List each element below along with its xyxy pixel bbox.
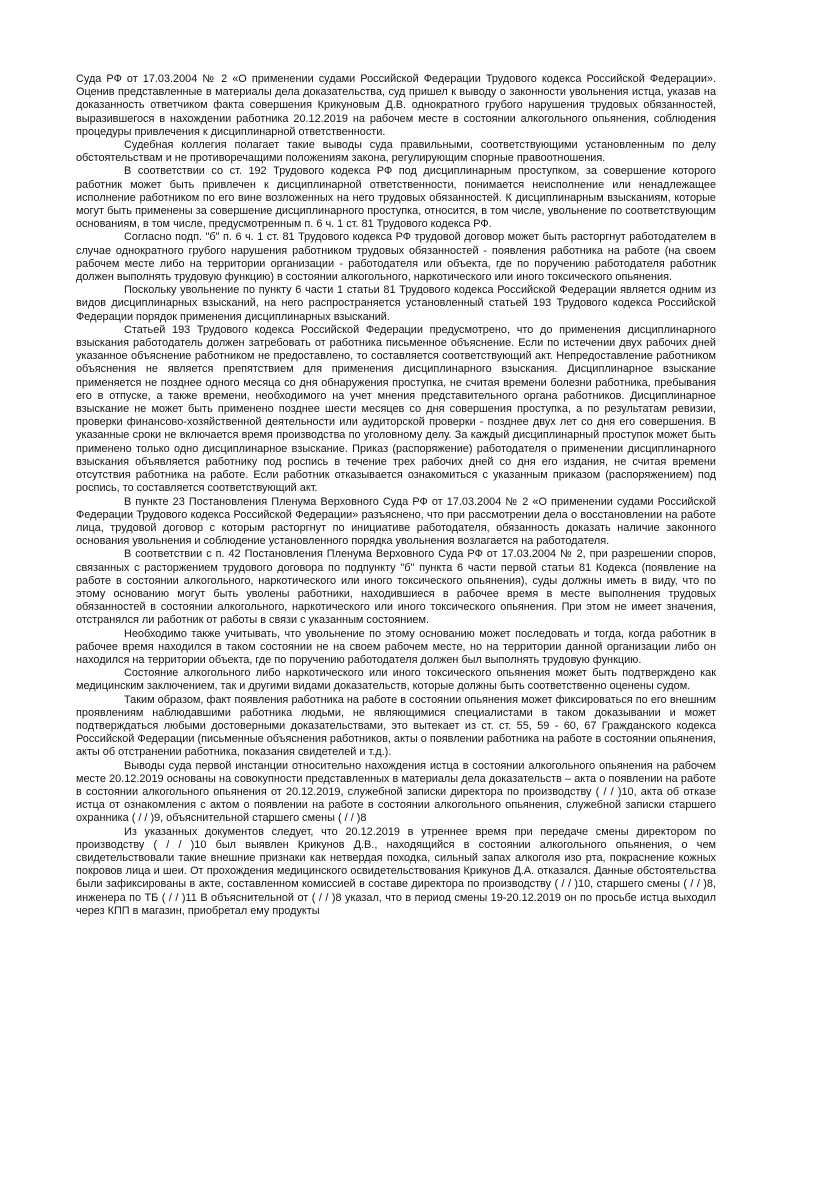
document-page xyxy=(76,73,716,918)
paragraph: Выводы суда первой инстанции относительно нахождения истца в состоянии алкогольного опьянения на рабочем месте 20.12.2019 основаны на совокупности представленных в материалы дела доказательств – акта о появлении на работе в состоянии алкогольного опьянения от 20.12.2019, служебной записки директора по производству ( / / )10, акта об отказе истца от ознакомления с актом о появлении на работе в состоянии алкогольного опьянения, служебной записки старшего охранника ( / / )9, объяснительной старшего смены ( / / )8 xyxy=(76,759,716,825)
paragraph: Таким образом, факт появления работника на работе в состоянии опьянения может фиксироваться по его внешним проявлениям наблюдавшими работника людьми, не являющимися специалистами в таком доказывании и может подтверждаться любыми достоверными доказательствами, это вытекает из ст. ст. 55, 59 - 60, 67 Гражданского кодекса Российской Федерации (письменные объяснения работников, акты о появлении работника на работе в состоянии опьянения, акты об отстранении работника, показания свидетелей и т.д.). xyxy=(76,693,716,759)
paragraph: Судебная коллегия полагает такие выводы суда правильными, соответствующими установленным по делу обстоятельствам и не противоречащими положениям закона, регулирующим спорные правоотношения. xyxy=(76,139,716,165)
paragraph: Поскольку увольнение по пункту 6 части 1 статьи 81 Трудового кодекса Российской Федерации является одним из видов дисциплинарных взысканий, на него распространяется установленный статьей 193 Трудового кодекса Российской Федерации порядок применения дисциплинарных взысканий. xyxy=(76,284,716,323)
paragraph: Состояние алкогольного либо наркотического или иного токсического опьянения может быть подтверждено как медицинским заключением, так и другими видами доказательств, которые должны быть соответственно оценены судом. xyxy=(76,667,716,693)
paragraph: Необходимо также учитывать, что увольнение по этому основанию может последовать и тогда, когда работник в рабочее время находился в таком состоянии не на своем рабочем месте, но на территории данной организации либо он находился на территории объекта, где по поручению работодателя должен был выполнять трудовую функцию. xyxy=(76,627,716,666)
paragraph: В соответствии со ст. 192 Трудового кодекса РФ под дисциплинарным проступком, за совершение которого работник может быть привлечен к дисциплинарной ответственности, понимается неисполнение или ненадлежащее исполнение работником по его вине возложенных на него трудовых обязанностей. К дисциплинарным взысканиям, которые могут быть применены за совершение дисциплинарного проступка, относится, в том числе, увольнение по соответствующим основаниям, в том числе, предусмотренным п. 6 ч. 1 ст. 81 Трудового кодекса РФ. xyxy=(76,165,716,231)
paragraph: В пункте 23 Постановления Пленума Верховного Суда РФ от 17.03.2004 № 2 «О применении судами Российской Федерации Трудового кодекса Российской Федерации» разъяснено, что при рассмотрении дела о восстановлении на работе лица, трудовой договор с которым расторгнут по инициативе работодателя, обязанность доказать наличие законного основания увольнения и соблюдение установленного порядка увольнения возлагается на работодателя. xyxy=(76,495,716,548)
paragraph: Статьей 193 Трудового кодекса Российской Федерации предусмотрено, что до применения дисциплинарного взыскания работодатель должен затребовать от работника письменное объяснение. Если по истечении двух рабочих дней указанное объяснение работником не предоставлено, то составляется соответствующий акт. Непредоставление работником объяснения не является препятствием для применения дисциплинарного взыскания. Дисциплинарное взыскание применяется не позднее одного месяца со дня обнаружения проступка, не считая времени болезни работника, пребывания его в отпуске, а также времени, необходимого на учет мнения представительного органа работников. Дисциплинарное взыскание не может быть применено позднее шести месяцев со дня совершения проступка, а по результатам ревизии, проверки финансово-хозяйственной деятельности или аудиторской проверки - позднее двух лет со дня его совершения. В указанные сроки не включается время производства по уголовному делу. За каждый дисциплинарный проступок может быть применено только одно дисциплинарное взыскание. Приказ (распоряжение) работодателя о применении дисциплинарного взыскания объявляется работнику под роспись в течение трех рабочих дней со дня его издания, не считая времени отсутствия работника на работе. Если работник отказывается ознакомиться с указанным приказом (распоряжением) под роспись, то составляется соответствующий акт. xyxy=(76,323,716,495)
paragraph: Согласно подп. "б" п. 6 ч. 1 ст. 81 Трудового кодекса РФ трудовой договор может быть расторгнут работодателем в случае однократного грубого нарушения работником трудовых обязанностей - появления работника на работе (на своем рабочем месте либо на территории организации - работодателя или объекта, где по поручению работодателя работник должен выполнять трудовую функцию) в состоянии алкогольного, наркотического или иного токсического опьянения. xyxy=(76,231,716,284)
paragraph: Суда РФ от 17.03.2004 № 2 «О применении судами Российской Федерации Трудового кодекса Российской Федерации». Оценив представленные в материалы дела доказательства, суд пришел к выводу о законности увольнения истца, указав на доказанность ответчиком факта совершения Крикуновым Д.В. однократного грубого нарушения трудовых обязанностей, выразившегося в нахождении работника 20.12.2019 на рабочем месте в состоянии алкогольного опьянения, соблюдения процедуры привлечения к дисциплинарной ответственности. xyxy=(76,73,716,138)
paragraph: В соответствии с п. 42 Постановления Пленума Верховного Суда РФ от 17.03.2004 № 2, при разрешении споров, связанных с расторжением трудового договора по подпункту "б" пункта 6 части первой статьи 81 Кодекса (появление на работе в состоянии алкогольного, наркотического или иного токсического опьянения), суды должны иметь в виду, что по этому основанию могут быть уволены работники, находившиеся в рабочее время в месте выполнения трудовых обязанностей в состоянии алкогольного, наркотического или иного токсического опьянения. При этом не имеет значения, отстранялся ли работник от работы в связи с указанным состоянием. xyxy=(76,548,716,627)
paragraph: Из указанных документов следует, что 20.12.2019 в утреннее время при передаче смены директором по производству ( / / )10 был выявлен Крикунов Д.В., находящийся в состоянии алкогольного опьянения, о чем свидетельствовали такие внешние признаки как нетвердая походка, сильный запах алкоголя изо рта, покраснение кожных покровов лица и шеи. От прохождения медицинского освидетельствования Крикунов Д.А. отказался. Данные обстоятельства были зафиксированы в акте, составленном комиссией в составе директора по производству ( / / )10, старшего смены ( / / )8, инженера по ТБ ( / / )11 В объяснительной от ( / / )8 указал, что в период смены 19-20.12.2019 он по просьбе истца выходил через КПП в магазин, приобретал ему продукты xyxy=(76,825,716,917)
